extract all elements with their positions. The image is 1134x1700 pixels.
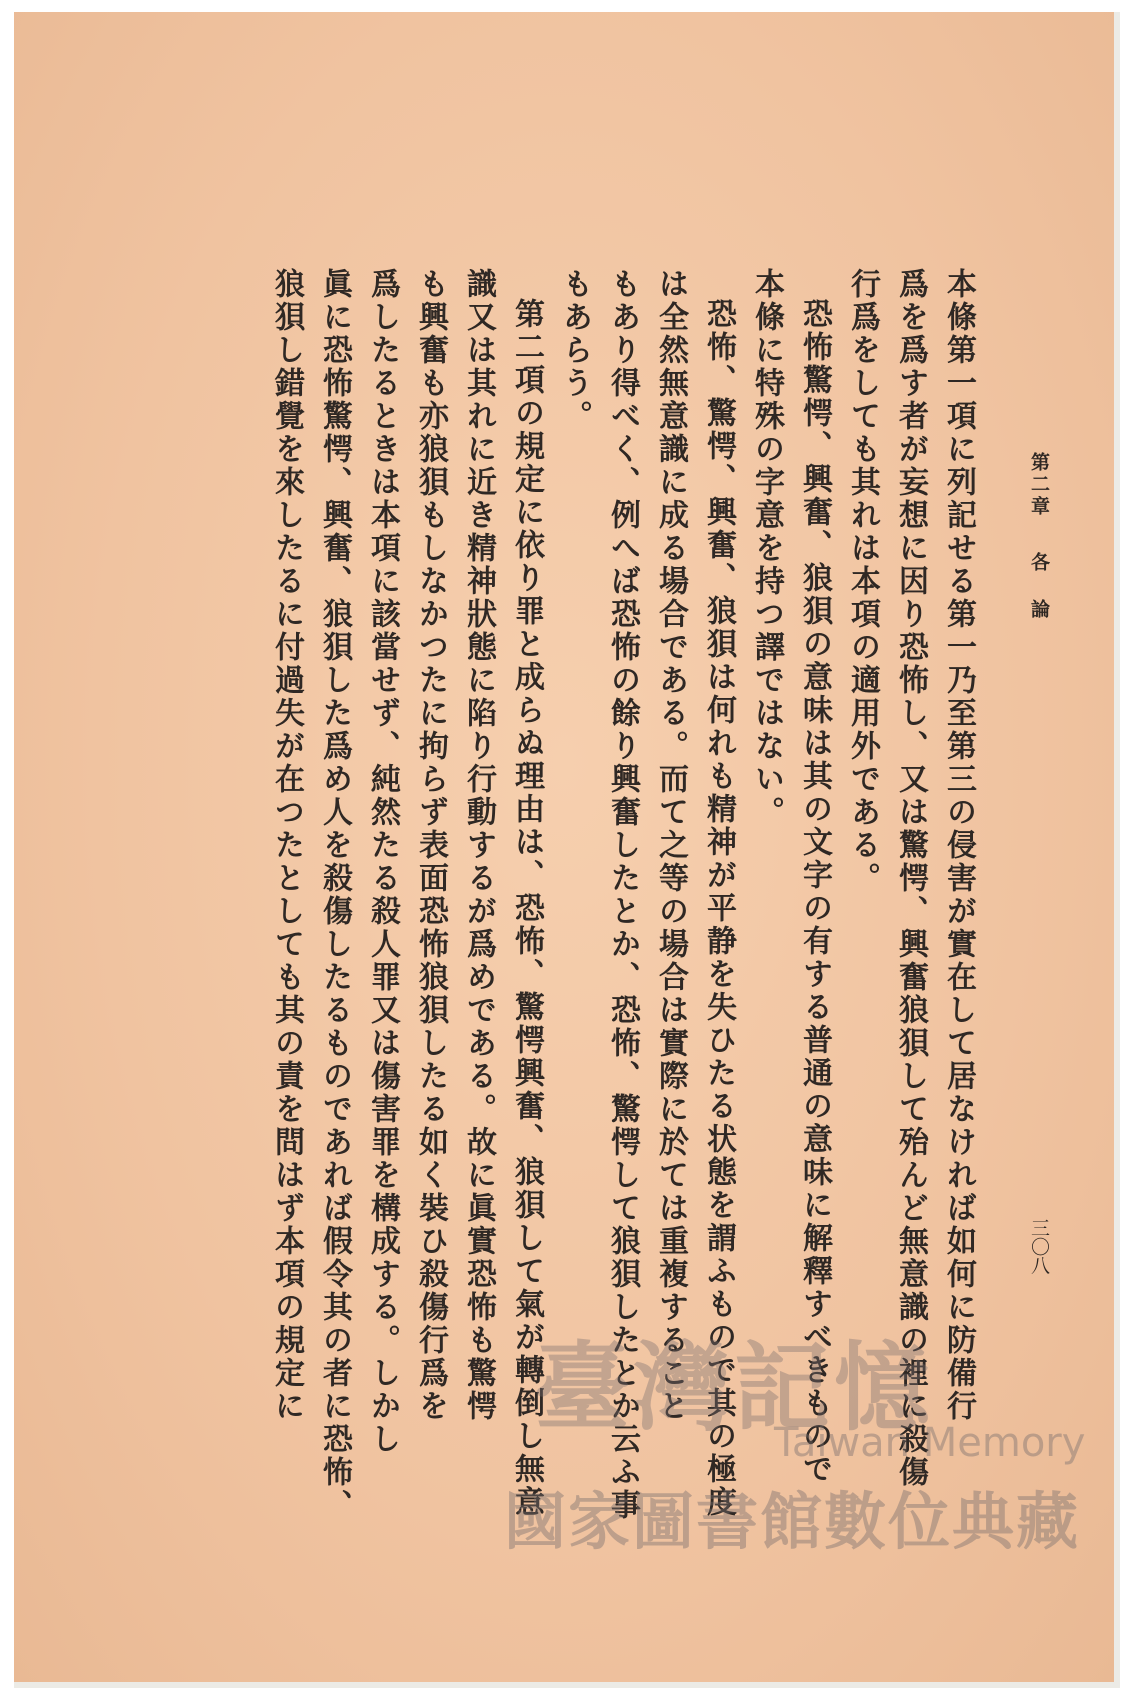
page-number: 三〇八	[1028, 1218, 1050, 1275]
text-column: 爲を爲す者が妄想に因り恐怖し、又は驚愕、興奮狼狽して殆んど無意識の裡に殺傷	[893, 268, 928, 1489]
text-column: 眞に恐怖驚愕、興奮、狼狽した爲め人を殺傷したるものであれば假令其の者に恐怖、	[317, 268, 352, 1522]
watermark-chinese: 國家圖書館數位典藏	[504, 1485, 1081, 1558]
text-column: もあらう。	[557, 268, 592, 433]
text-column: 恐怖驚愕、興奮、狼狽の意味は其の文字の有する普通の意味に解釋すべきもので	[797, 298, 832, 1486]
watermark-english: Taiwan Memory	[774, 1420, 1086, 1466]
text-column: もあり得べく、例へば恐怖の餘り興奮したとか、恐怖、驚愕して狼狽したとか云ふ事	[605, 268, 640, 1522]
text-column: 識又は其れに近き精神狀態に陷り行動するが爲めである。故に眞實恐怖も驚愕	[461, 268, 496, 1423]
chapter-heading: 第二章	[1028, 452, 1050, 518]
text-column: 爲したるときは本項に該當せず、純然たる殺人罪又は傷害罪を構成する。しかし	[365, 268, 400, 1456]
text-column: 第二項の規定に依り罪と成らぬ理由は、恐怖、驚愕興奮、狼狽して氣が轉倒し無意	[509, 298, 544, 1519]
text-column: 本條第一項に列記せる第一乃至第三の侵害が實在して居なければ如何に防備行	[941, 268, 976, 1423]
body-text	[162, 268, 982, 1528]
scanned-page	[14, 12, 1120, 1688]
text-column: 狼狽し錯覺を來したるに付過失が在つたとしても其の責を問はず本項の規定に	[269, 268, 304, 1423]
text-column: は全然無意識に成る場合である。而て之等の場合は實際に於ては重複すること	[653, 268, 688, 1423]
watermark-logo: 臺灣記憶	[534, 1331, 934, 1444]
text-column: も興奮も亦狼狽もしなかつたに拘らず表面恐怖狼狽したる如く裝ひ殺傷行爲を	[413, 268, 448, 1423]
text-column: 恐怖、驚愕、興奮、狼狽は何れも精神が平静を失ひたる状態を謂ふもので其の極度	[701, 298, 736, 1519]
text-column: 本條に特殊の字意を持つ譯ではない。	[749, 268, 784, 829]
text-column: 行爲をしても其れは本項の適用外である。	[845, 268, 880, 895]
section-heading: 各論	[1028, 552, 1050, 646]
